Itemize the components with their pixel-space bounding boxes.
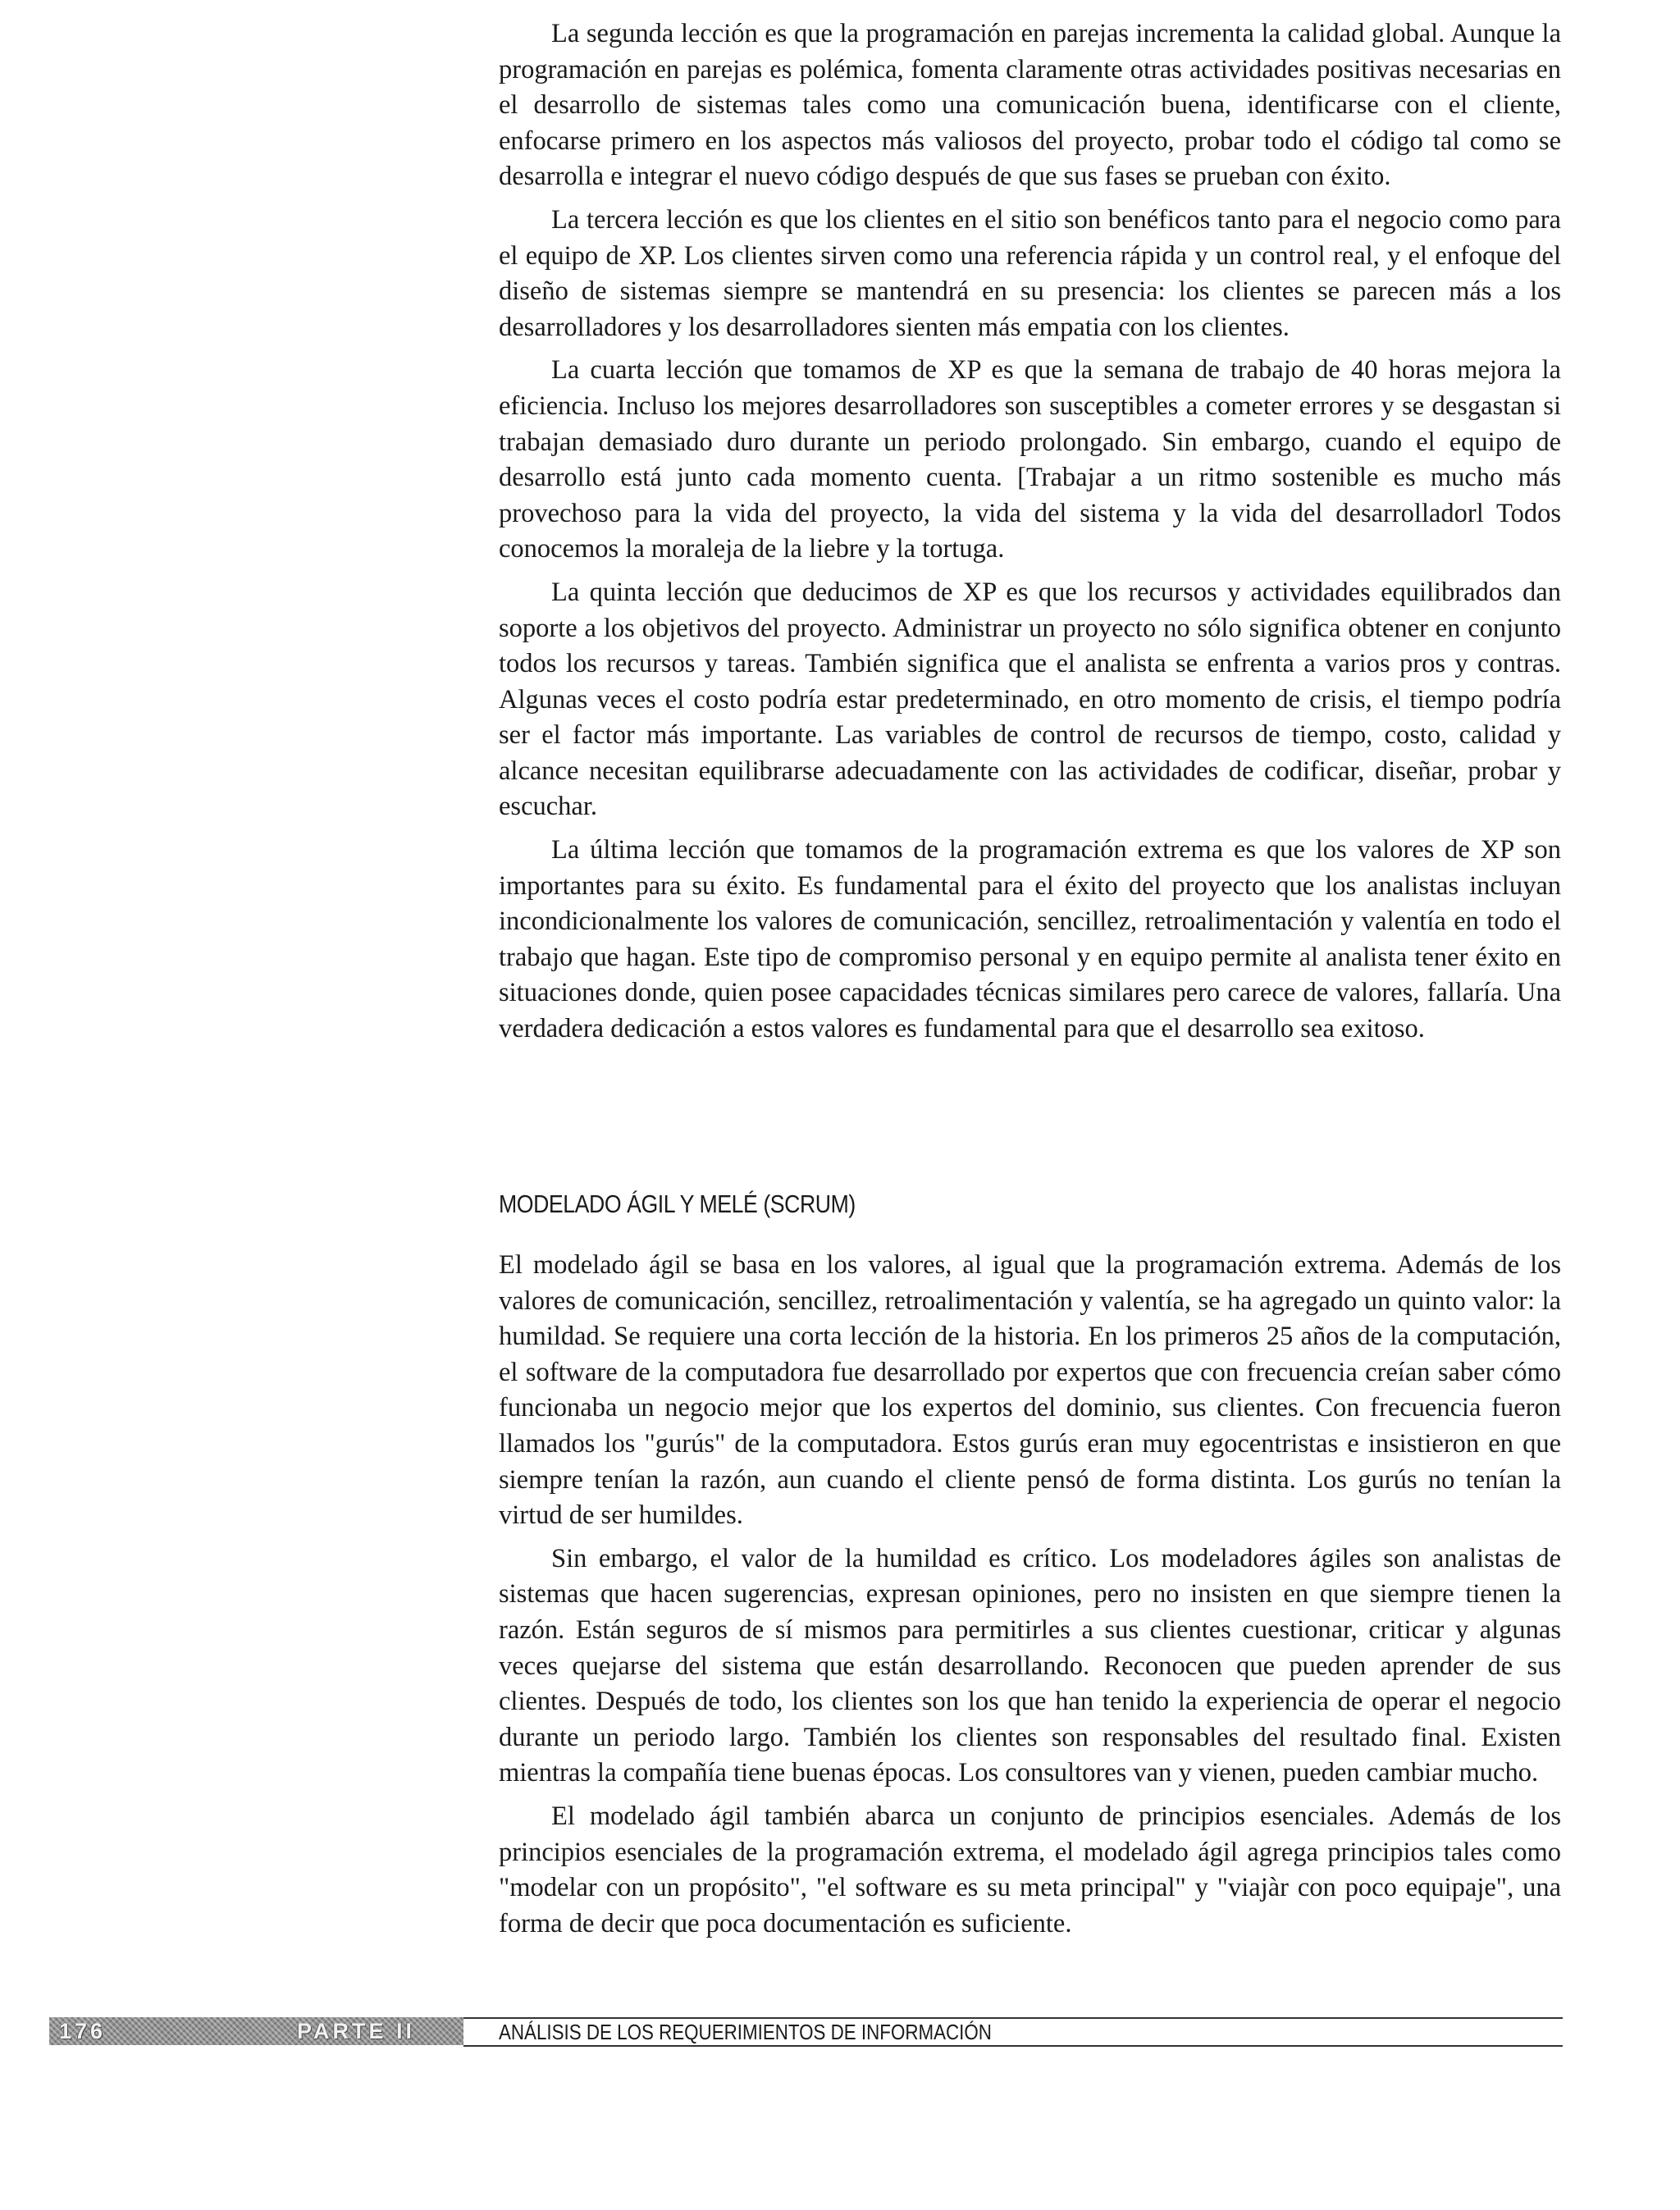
footer-rule-top: [463, 2017, 1563, 2019]
paragraph-second-lesson: La segunda lección es que la programación en parejas incrementa la calidad global. Aunque la programación en parejas es polémica, fomenta claramente otras actividades positivas necesarias en el desarrollo de sistemas tales como una comunicación buena, identificarse con el cliente, enfocarse primero en los aspectos más valiosos del proyecto, probar todo el código tal como se desarrolla e integrar el nuevo código después de que sus fases se prueban con éxito.: [499, 19, 1561, 192]
part-label: PARTE II: [297, 2019, 416, 2043]
section-heading: MODELADO ÁGIL Y MELÉ (SCRUM): [499, 1189, 856, 1218]
paragraph-third-lesson: La tercera lección es que los clientes en el sitio son benéficos tanto para el negocio como para el equipo de XP. Los clientes sirven como una referencia rápida y un control real, y el enfoque del diseño de sistemas siempre se mantendrá en su presencia: los clientes se parecen más a los desarrolladores y los desarrolladores sienten más empatia con los clientes.: [499, 204, 1561, 342]
footer-chapter-title: ANÁLISIS DE LOS REQUERIMIENTOS DE INFORMACIÓN: [499, 2020, 992, 2044]
footer-rule-bottom: [463, 2045, 1563, 2047]
paragraph-last-lesson: La última lección que tomamos de la programación extrema es que los valores de XP son importantes para su éxito. Es fundamental para el éxito del proyecto que los analistas incluyan incondicionalmente los valores de comunicación, sencillez, retroalimentación y valentía en todo el trabajo que hagan. Este tipo de compromiso personal y en equipo permite al analista tener éxito en situaciones donde, quien posee capacidades técnicas similares pero carece de valores, fallaría. Una verdadera dedicación a estos valores es fundamental para que el desarrollo sea exitoso.: [499, 835, 1561, 1044]
paragraph-agile-values: El modelado ágil se basa en los valores, al igual que la programación extrema. Además de los valores de comunicación, sencillez, retroalimentación y valentía, se ha agregado un quinto valor: la humildad. Se requiere una corta lección de la historia. En los primeros 25 años de la computación, el software de la computadora fue desarrollado por expertos que con frecuencia creían saber cómo funcionaba un negocio mejor que los expertos del dominio, sus clientes. Con frecuencia fueron llamados los "gurús" de la computadora. Estos gurús eran muy egocentristas e insistieron en que siempre tenían la razón, aun cuando el cliente pensó de forma distinta. Los gurús no tenían la virtud de ser humildes.: [499, 1250, 1561, 1531]
page-number: 176: [59, 2019, 107, 2043]
paragraph-agile-principles: El modelado ágil también abarca un conjunto de principios esenciales. Además de los principios esenciales de la programación extrema, el modelado ágil agrega principios tales como "modelar con un propósito", "el software es su meta principal" y "viajàr con poco equipaje", una forma de decir que poca documentación es suficiente.: [499, 1801, 1561, 1938]
paragraph-humility: Sin embargo, el valor de la humildad es crítico. Los modeladores ágiles son analistas de sistemas que hacen sugerencias, expresan opiniones, pero no insisten en que siempre tienen la razón. Están seguros de sí mismos para permitirles a sus clientes cuestionar, criticar y algunas veces quejarse del sistema que están desarrollando. Reconocen que pueden aprender de sus clientes. Después de todo, los clientes son los que han tenido la experiencia de operar el negocio durante un periodo largo. También los clientes son responsables del resultado final. Existen mientras la compañía tiene buenas épocas. Los consultores van y vienen, pueden cambiar mucho.: [499, 1543, 1561, 1788]
paragraph-fifth-lesson: La quinta lección que deducimos de XP es que los recursos y actividades equilibrados dan soporte a los objetivos del proyecto. Administrar un proyecto no sólo significa obtener en conjunto todos los recursos y tareas. También significa que el analista se enfrenta a varios pros y contras. Algunas veces el costo podría estar predeterminado, en otro momento de crisis, el tiempo podría ser el factor más importante. Las variables de control de recursos de tiempo, costo, calidad y alcance necesitan equilibrarse adecuadamente con las actividades de codificar, diseñar, probar y escuchar.: [499, 577, 1561, 822]
body-text-top: [499, 16, 1561, 1055]
body-text-section: [499, 1248, 1561, 1949]
paragraph-fourth-lesson: La cuarta lección que tomamos de XP es que la semana de trabajo de 40 horas mejora la eficiencia. Incluso los mejores desarrolladores son susceptibles a cometer errores y se desgastan si trabajan demasiado duro durante un periodo prolongado. Sin embargo, cuando el equipo de desarrollo está junto cada momento cuenta. [Trabajar a un ritmo sostenible es mucho más provechoso para la vida del proyecto, la vida del sistema y la vida del desarrolladorl Todos conocemos la moraleja de la liebre y la tortuga.: [499, 355, 1561, 564]
